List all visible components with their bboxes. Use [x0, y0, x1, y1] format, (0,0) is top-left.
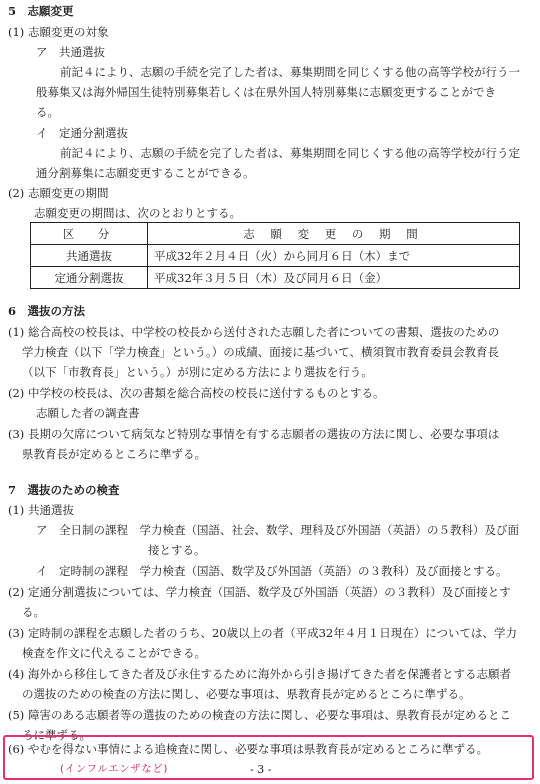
paragraph-line: ろに準ずる。	[22, 728, 91, 742]
paragraph-line: (1) 総合高校の校長は、中学校の校長から送付された志願した者についての書類、選抜のための	[8, 325, 500, 339]
item-i-heading: イ 定通分割選抜	[36, 126, 128, 140]
section-5-sub1: (1) 志願変更の対象	[8, 25, 109, 39]
paragraph-line: る。	[36, 105, 59, 119]
handwritten-note: (インフルエンザなど)	[60, 764, 169, 775]
paragraph-line: 前記４により、志願の手続を完了した者は、募集期間を同じくする他の高等学校が行う一	[60, 65, 520, 79]
section-5-heading: 5 志願変更	[8, 4, 74, 18]
paragraph-line: 学力検査（以下「学力検査」という。）の成績、面接に基づいて、横須賀市教育委員会教育長	[22, 345, 500, 359]
paragraph-line: の選抜のための検査の方法に関し、必要な事項は、県教育長が定めるところに準ずる。	[22, 687, 471, 701]
table-cell: 定通分割選抜	[31, 267, 148, 289]
paragraph-line: 県教育長が定めるところに準ずる。	[22, 447, 206, 461]
page-number: - 3 -	[250, 763, 272, 776]
paragraph-line: (5) 障害のある志願者等の選抜のための検査の方法に関し、必要な事項は、県教育長が定めるとこ	[8, 708, 511, 722]
highlighted-paragraph: (6) やむを得ない事情による追検査に関し、必要な事項は県教育長が定めるところに準ずる。	[8, 742, 488, 756]
section-6-heading: 6 選抜の方法	[8, 304, 86, 318]
paragraph-line: ア 全日制の課程 学力検査（国語、社会、数学、理科及び外国語（英語）の５教科）及び面	[36, 523, 519, 537]
table-cell: 平成32年２月４日（火）から同月６日（木）まで	[148, 245, 520, 267]
table-header-row	[31, 223, 520, 245]
paragraph-line: 志願した者の調査書	[36, 406, 140, 420]
paragraph-line: (2) 中学校の校長は、次の書類を総合高校の校長に送付するものとする。	[8, 386, 385, 400]
paragraph-line: る。	[22, 605, 45, 619]
table-row	[31, 267, 520, 289]
section-7-sub1: (1) 共通選抜	[8, 503, 74, 517]
paragraph-line: 検査を作文に代えることができる。	[22, 646, 206, 660]
paragraph-line: (3) 長期の欠席について病気など特別な事情を有する志願者の選抜の方法に関し、必要な事項は	[8, 427, 500, 441]
paragraph-line: 般募集又は海外帰国生徒特別募集若しくは在県外国人特別募集に志願変更することができ	[36, 85, 496, 99]
table-row	[31, 245, 520, 267]
change-period-table	[30, 222, 520, 289]
paragraph-line: (2) 定通分割選抜については、学力検査（国語、数学及び外国語（英語）の３教科）及び面接とす	[8, 585, 511, 599]
table-header-cell: 区 分	[31, 223, 148, 245]
table-cell: 平成32年３月５日（木）及び同月６日（金）	[148, 267, 520, 289]
item-a-heading: ア 共通選抜	[36, 45, 105, 59]
paragraph-line: (3) 定時制の課程を志願した者のうち、20歳以上の者（平成32年４月１日現在）については、学力	[8, 626, 517, 640]
section-5-sub2: (2) 志願変更の期間	[8, 186, 109, 200]
paragraph-line: （以下「市教育長」という。）が別に定める方法により選抜を行う。	[22, 365, 373, 379]
paragraph-line: (4) 海外から移住してきた者及び永住するために海外から引き揚げてきた者を保護者とする志願者	[8, 667, 511, 681]
table-header-cell: 志 願 変 更 の 期 間	[148, 223, 520, 245]
paragraph-line: 通分割募集に志願変更することができる。	[36, 166, 255, 180]
paragraph-line: イ 定時制の課程 学力検査（国語、数学及び外国語（英語）の３教科）及び面接とする。	[36, 564, 508, 578]
table-cell: 共通選抜	[31, 245, 148, 267]
paragraph-line: 前記４により、志願の手続を完了した者は、募集期間を同じくする他の高等学校が行う定	[60, 146, 520, 160]
paragraph-line: 志願変更の期間は、次のとおりとする。	[34, 206, 241, 220]
section-7-heading: 7 選抜のための検査	[8, 483, 120, 497]
paragraph-line: 接とする。	[148, 543, 206, 557]
